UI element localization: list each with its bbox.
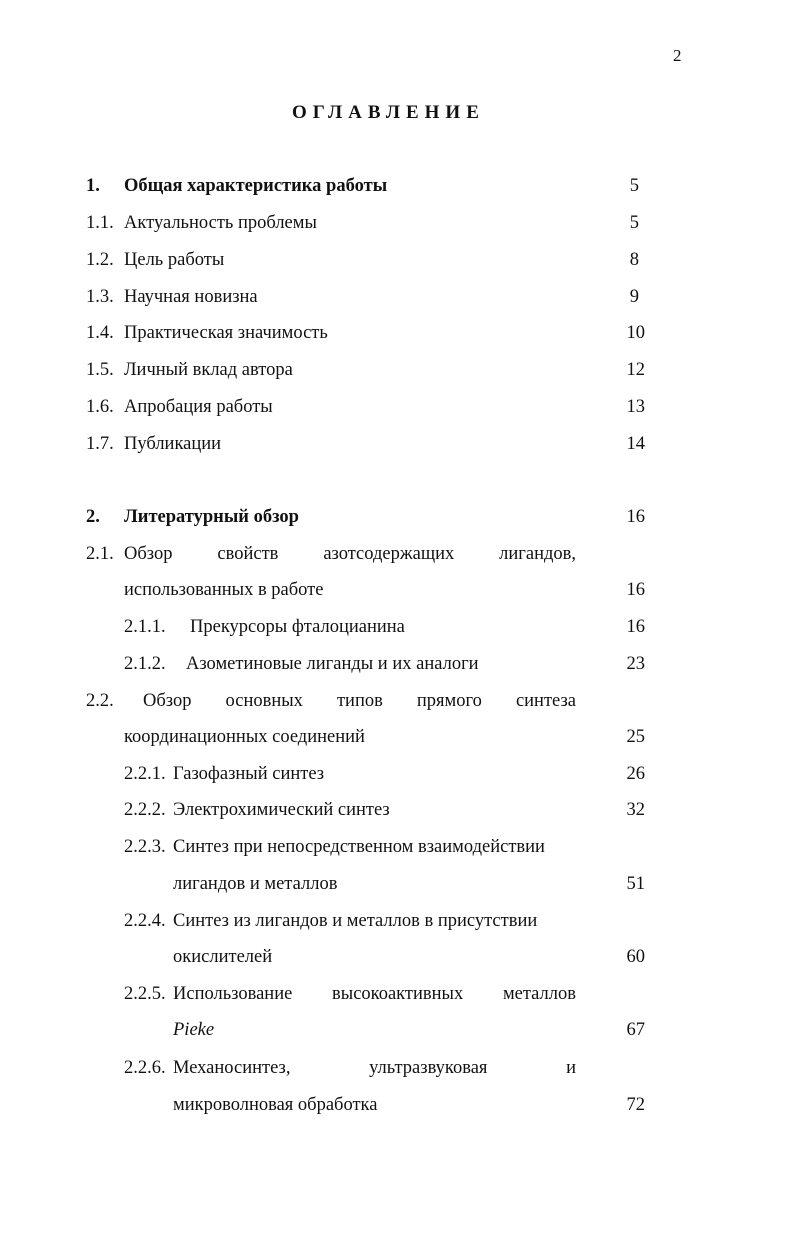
- entry-page: 9: [629, 287, 639, 307]
- entry-title: Публикации: [124, 434, 222, 454]
- entry-title: Личный вклад автора: [124, 360, 293, 380]
- toc-entry-1-4: [0, 319, 797, 347]
- entry-title-line2: использованных в работе: [124, 580, 324, 600]
- toc-entry-2-2-4: [0, 907, 797, 935]
- entry-number: 2.1.2.: [124, 654, 166, 674]
- entry-number: 2.2.6.: [124, 1058, 166, 1078]
- entry-title: Апробация работы: [124, 397, 273, 417]
- entry-number: 2.1.1.: [124, 617, 166, 637]
- word: Использование: [173, 984, 293, 1004]
- entry-title-line1: Синтез из лигандов и металлов в присутствии: [173, 911, 538, 931]
- word: ультразвуковая: [369, 1058, 488, 1078]
- toc-title: ОГЛАВЛЕНИЕ: [292, 102, 485, 123]
- word: синтеза: [515, 691, 576, 711]
- entry-title: Газофазный синтез: [173, 764, 325, 784]
- entry-number: 2.: [86, 507, 100, 527]
- entry-page: 67: [626, 1020, 645, 1040]
- word: и: [566, 1058, 576, 1078]
- toc-entry-1: [0, 172, 797, 200]
- entry-title-line2: Рieke: [173, 1020, 215, 1040]
- entry-number: 1.4.: [86, 323, 114, 343]
- toc-entry-1-2: [0, 246, 797, 274]
- entry-title: Общая характеристика работы: [124, 176, 388, 196]
- entry-number: 1.1.: [86, 213, 114, 233]
- entry-page: 8: [629, 250, 639, 270]
- entry-page: 10: [626, 323, 645, 343]
- word: основных: [225, 691, 303, 711]
- toc-entry-2-2-2: [0, 796, 797, 824]
- entry-number: 1.2.: [86, 250, 114, 270]
- word: прямого: [416, 691, 482, 711]
- entry-page: 60: [626, 947, 645, 967]
- entry-page: 16: [626, 617, 645, 637]
- toc-entry-2-2-6-cont: [0, 1091, 797, 1119]
- entry-title: Научная новизна: [124, 287, 258, 307]
- entry-number: 1.: [86, 176, 100, 196]
- entry-number: 1.5.: [86, 360, 114, 380]
- toc-entry-2-2-5: [0, 980, 797, 1008]
- entry-page: 5: [629, 213, 639, 233]
- word: типов: [336, 691, 383, 711]
- entry-number: 2.2.4.: [124, 911, 166, 931]
- toc-entry-2-1-cont: [0, 576, 797, 604]
- word: свойств: [217, 544, 279, 564]
- entry-title: Цель работы: [124, 250, 225, 270]
- entry-page: 12: [626, 360, 645, 380]
- entry-page: 72: [626, 1095, 645, 1115]
- toc-entry-2-2-4-cont: [0, 943, 797, 971]
- entry-title: Литературный обзор: [124, 507, 299, 527]
- entry-page: 26: [626, 764, 645, 784]
- entry-page: 16: [626, 580, 645, 600]
- entry-page: 13: [626, 397, 645, 417]
- entry-number: 1.3.: [86, 287, 114, 307]
- entry-page: 32: [626, 800, 645, 820]
- toc-entry-2-2-3-cont: [0, 870, 797, 898]
- entry-title-line2: координационных соединений: [124, 727, 365, 747]
- entry-title: Азометиновые лиганды и их аналоги: [186, 654, 479, 674]
- entry-page: 51: [626, 874, 645, 894]
- entry-title-line1: [173, 980, 576, 1008]
- entry-title: Электрохимический синтез: [173, 800, 390, 820]
- toc-entry-1-6: [0, 393, 797, 421]
- toc-entry-2-1-2: [0, 650, 797, 678]
- toc-entry-2-2: [0, 687, 797, 715]
- word: высокоактивных: [332, 984, 464, 1004]
- entry-page: 5: [629, 176, 639, 196]
- toc-entry-2-2-6: [0, 1054, 797, 1082]
- entry-page: 16: [626, 507, 645, 527]
- entry-number: 2.2.: [86, 691, 114, 711]
- entry-number: 1.6.: [86, 397, 114, 417]
- entry-page: 25: [626, 727, 645, 747]
- entry-number: 2.2.2.: [124, 800, 166, 820]
- word: лигандов,: [499, 544, 576, 564]
- toc-entry-2-2-3: [0, 833, 797, 861]
- toc-entry-2-1: [0, 540, 797, 568]
- toc-entry-2-2-1: [0, 760, 797, 788]
- word: Механосинтез,: [173, 1058, 291, 1078]
- word: Обзор: [143, 691, 192, 711]
- word: Обзор: [124, 544, 173, 564]
- entry-number: 2.1.: [86, 544, 114, 564]
- toc-entry-1-7: [0, 430, 797, 458]
- entry-title-line1: [143, 687, 576, 715]
- entry-page: 14: [626, 434, 645, 454]
- word: металлов: [502, 984, 576, 1004]
- entry-title-line1: Синтез при непосредственном взаимодействии: [173, 837, 545, 857]
- entry-title-line1: [173, 1054, 576, 1082]
- toc-entry-1-1: [0, 209, 797, 237]
- toc-entry-2: [0, 503, 797, 531]
- entry-number: 2.2.5.: [124, 984, 166, 1004]
- toc-entry-1-5: [0, 356, 797, 384]
- page-number: 2: [673, 46, 682, 65]
- toc-entry-2-2-cont: [0, 723, 797, 751]
- entry-title-line2: лигандов и металлов: [173, 874, 338, 894]
- entry-title: Актуальность проблемы: [124, 213, 317, 233]
- toc-entry-2-1-1: [0, 613, 797, 641]
- entry-page: 23: [626, 654, 645, 674]
- entry-number: 2.2.1.: [124, 764, 166, 784]
- entry-title-line2: окислителей: [173, 947, 273, 967]
- entry-number: 2.2.3.: [124, 837, 166, 857]
- word: азотсодержащих: [323, 544, 455, 564]
- toc-entry-1-3: [0, 283, 797, 311]
- entry-title: Практическая значимость: [124, 323, 328, 343]
- entry-title-line1: [124, 540, 576, 568]
- entry-title-line2: микроволновая обработка: [173, 1095, 378, 1115]
- toc-entry-2-2-5-cont: [0, 1016, 797, 1044]
- entry-title: Прекурсоры фталоцианина: [190, 617, 405, 637]
- entry-number: 1.7.: [86, 434, 114, 454]
